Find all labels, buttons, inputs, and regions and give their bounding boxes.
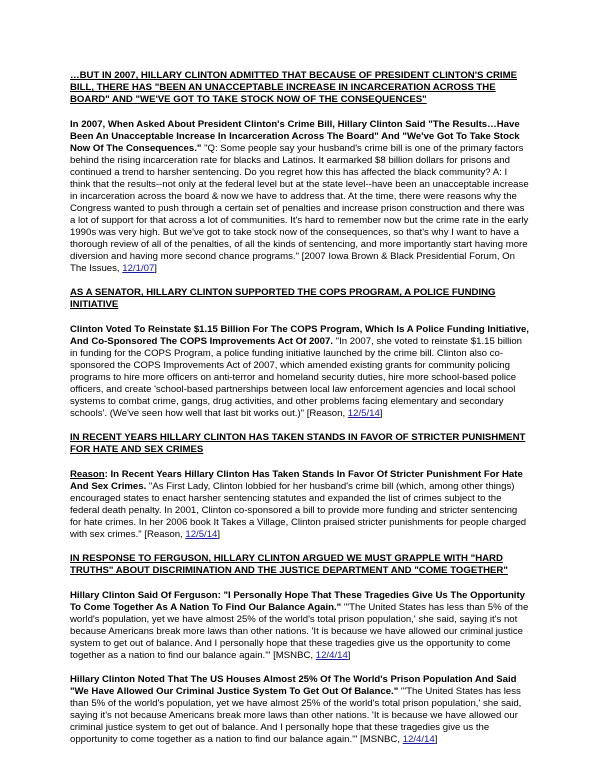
section-heading: IN RECENT YEARS HILLARY CLINTON HAS TAKEN STANDS IN FAVOR OF STRICTER PUNISHMENT FOR HATE AND SEX CRIMES xyxy=(70,432,526,455)
paragraph xyxy=(70,469,530,541)
paragraph-lead: : In Recent Years Hillary Clinton Has Taken Stands In Favor Of Stricter Punishment For Hate And Sex Crimes. xyxy=(70,469,523,492)
section-heading: …BUT IN 2007, HILLARY CLINTON ADMITTED THAT BECAUSE OF PRESIDENT CLINTON'S CRIME BILL, THERE HAS "BEEN AN UNACCEPTABLE INCREASE IN INCARCERATION ACROSS THE BOARD" AND "WE'VE GOT TO TAKE STOCK NOW OF THE CONSEQUENCES" xyxy=(70,70,517,105)
paragraph-lead: Hillary Clinton Noted That The US Houses Almost 25% Of The World's Prison Population And Said "We Have Allowed Our Criminal Justice System To Get Out Of Balance." xyxy=(70,674,517,697)
paragraph-lead: Clinton Voted To Reinstate $1.15 Billion For The COPS Program, Which Is A Police Funding Initiative, And Co-Sponsored The COPS Improvements Act Of 2007. xyxy=(70,324,529,347)
paragraph-body: "Q: Some people say your husband's crime bill is one of the primary factors behind the rising incarceration rate for blacks and Latinos. It earmarked $8 billion dollars for prisons and continued a trend to harsher sentencing. Do you regret how this has affected the black community? A: I think that the results--not only at the federal level but at the state level--have been an unacceptable increase in incarceration across the board & now we have to address that. At the time, there were reasons why the Congress wanted to push through a certain set of penalties and increase prison construction and there was a lot of support for that across a lot of communities. It's hard to remember now but the crime rate in the early 1990s was very high. But we've got to take stock now of the consequences, so that's why I want to have a thorough review of all of the penalties, of all the kinds of sentencing, and more importantly start having more diversion and having more second chance programs." [2007 Iowa Brown & Black Presidential Forum, On The Issues, xyxy=(70,143,529,274)
paragraph-source-name: Reason xyxy=(70,469,105,480)
paragraph xyxy=(70,590,530,662)
section-heading: AS A SENATOR, HILLARY CLINTON SUPPORTED THE COPS PROGRAM, A POLICE FUNDING INITIATIVE xyxy=(70,287,496,310)
paragraph xyxy=(70,119,530,275)
source-link[interactable]: 12/4/14 xyxy=(402,734,435,745)
paragraph-body: "As First Lady, Clinton lobbied for her husband's crime bill (which, among other things) encouraged states to enact harsher sentencing statutes and expanded the list of crimes subject to the federal death penalty. In 2001, Clinton co-sponsored a bill to provide more funding and stricter sentencing for hate crimes. In her 2006 book It Takes a Village, Clinton praised stricter punishments for people charged with sex crimes." [Reason, xyxy=(70,481,527,540)
paragraph-lead: In 2007, When Asked About President Clinton's Crime Bill, Hillary Clinton Said "The Results…Have Been An Unacceptable Increase In Incarceration Across The Board" And "We've Got To Take Stock Now Of The Consequences." xyxy=(70,119,520,154)
paragraph-lead: Hillary Clinton Said Of Ferguson: "I Personally Hope That These Tragedies Give Us The Opportunity To Come Together As A Nation To Find Our Balance Again." xyxy=(70,590,526,613)
source-link[interactable]: 12/1/07 xyxy=(122,263,155,274)
document-page xyxy=(70,70,530,758)
paragraph-body: "'The United States has less than 5% of the world's population, yet we have almost 25% of the world's total prison population,' she said, saying it's not because Americans break more laws than other nations. 'It is because we have allowed our criminal justice system to get out of balance. And I personally hope that these tragedies give us the opportunity to come together as a nation to find our balance again.'" [MSNBC, xyxy=(70,602,529,661)
paragraph-body: "In 2007, she voted to reinstate $1.15 billion in funding for the COPS Program, a police funding initiative launched by the crime bill. Clinton also co-sponsored the COPS Improvements Act of 2007, which amended existing grants for community policing programs to hire more officers on anti-terror and homeland security duties, hire more school-based police officers, and create 'school-based partnerships between local law enforcement agencies and local school systems to combat crime, gangs, drug activities, and other problems facing elementary and secondary schools'. (We've seen how well that last bit works out.)" [Reason, xyxy=(70,336,523,419)
section-heading: IN RESPONSE TO FERGUSON, HILLARY CLINTON ARGUED WE MUST GRAPPLE WITH "HARD TRUTHS" ABOUT DISCRIMINATION AND THE JUSTICE DEPARTMENT AND "COME TOGETHER" xyxy=(70,553,508,576)
paragraph-tail: ] xyxy=(347,650,351,661)
source-link[interactable]: 12/5/14 xyxy=(185,529,218,540)
source-link[interactable]: 12/5/14 xyxy=(347,408,380,419)
paragraph-tail: ] xyxy=(434,734,438,745)
paragraph xyxy=(70,674,530,746)
paragraph xyxy=(70,324,530,420)
paragraph-tail: ] xyxy=(217,529,221,540)
source-link[interactable]: 12/4/14 xyxy=(315,650,348,661)
paragraph-tail: ] xyxy=(154,263,157,274)
paragraph-body: "'The United States has less than 5% of the world's population, yet we have almost 25% of the world's total prison population,' she said, saying it's not because Americans break more laws than other nations. 'It is because we have allowed our criminal justice system to get out of balance. And I personally hope that these tragedies give us the opportunity to come together as a nation to find our balance again.'" [MSNBC, xyxy=(70,686,522,745)
paragraph-tail: ] xyxy=(379,408,383,419)
